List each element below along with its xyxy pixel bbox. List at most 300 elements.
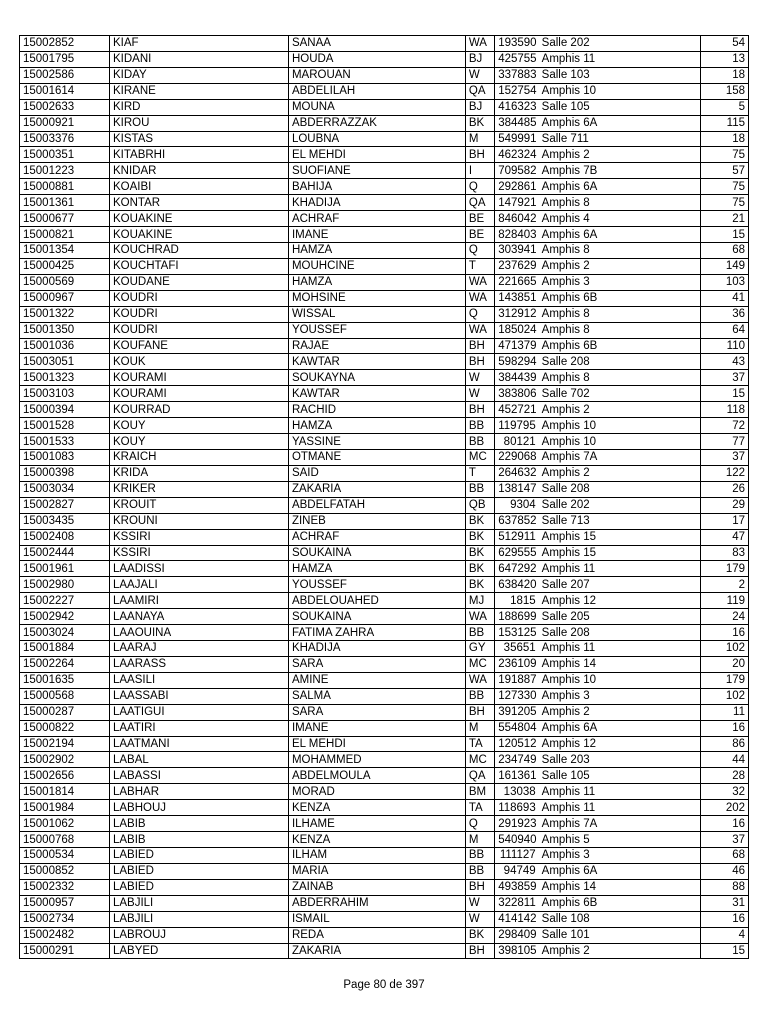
last-name-cell: LABIB bbox=[109, 816, 288, 832]
table-row bbox=[20, 911, 749, 927]
room-cell: Amphis 14 bbox=[539, 656, 701, 672]
first-name-cell: ABDELILAH bbox=[288, 83, 465, 99]
number-cell: 1815 bbox=[495, 593, 539, 609]
table-row bbox=[20, 784, 749, 800]
last-name-cell: KONTAR bbox=[109, 195, 288, 211]
code-cell: W bbox=[465, 67, 494, 83]
last-name-cell: LAASSABI bbox=[109, 688, 288, 704]
table-row bbox=[20, 131, 749, 147]
room-cell: Salle 203 bbox=[539, 752, 701, 768]
first-name-cell: RACHID bbox=[288, 402, 465, 418]
number-cell: 191887 bbox=[495, 672, 539, 688]
number-cell: 234749 bbox=[495, 752, 539, 768]
first-name-cell: SANAA bbox=[288, 36, 465, 52]
room-cell: Amphis 6A bbox=[539, 720, 701, 736]
code-cell: BE bbox=[465, 227, 494, 243]
seat-cell: 102 bbox=[701, 641, 749, 657]
number-cell: 462324 bbox=[495, 147, 539, 163]
first-name-cell: IMANE bbox=[288, 720, 465, 736]
code-cell: BJ bbox=[465, 99, 494, 115]
last-name-cell: KSSIRI bbox=[109, 545, 288, 561]
code-cell: BK bbox=[465, 927, 494, 943]
number-cell: 416323 bbox=[495, 99, 539, 115]
last-name-cell: KOUDRI bbox=[109, 322, 288, 338]
first-name-cell: IMANE bbox=[288, 227, 465, 243]
first-name-cell: AMINE bbox=[288, 672, 465, 688]
last-name-cell: KIDAY bbox=[109, 67, 288, 83]
number-cell: 312912 bbox=[495, 306, 539, 322]
table-row bbox=[20, 179, 749, 195]
last-name-cell: LABASSI bbox=[109, 768, 288, 784]
number-cell: 221665 bbox=[495, 274, 539, 290]
student-id-cell: 15000394 bbox=[20, 402, 110, 418]
seat-cell: 43 bbox=[701, 354, 749, 370]
table-row bbox=[20, 593, 749, 609]
seat-cell: 115 bbox=[701, 115, 749, 131]
number-cell: 452721 bbox=[495, 402, 539, 418]
seat-cell: 36 bbox=[701, 306, 749, 322]
code-cell: BJ bbox=[465, 51, 494, 67]
room-cell: Amphis 10 bbox=[539, 434, 701, 450]
code-cell: Q bbox=[465, 306, 494, 322]
student-id-cell: 15003024 bbox=[20, 625, 110, 641]
first-name-cell: RAJAE bbox=[288, 338, 465, 354]
first-name-cell: ZAKARIA bbox=[288, 481, 465, 497]
table-row bbox=[20, 529, 749, 545]
last-name-cell: KROUIT bbox=[109, 497, 288, 513]
seat-cell: 44 bbox=[701, 752, 749, 768]
table-row bbox=[20, 641, 749, 657]
code-cell: W bbox=[465, 911, 494, 927]
number-cell: 188699 bbox=[495, 609, 539, 625]
seat-cell: 18 bbox=[701, 131, 749, 147]
last-name-cell: LABJILI bbox=[109, 895, 288, 911]
last-name-cell: LABYED bbox=[109, 943, 288, 959]
seat-cell: 13 bbox=[701, 51, 749, 67]
seat-cell: 68 bbox=[701, 848, 749, 864]
student-id-cell: 15000351 bbox=[20, 147, 110, 163]
seat-cell: 83 bbox=[701, 545, 749, 561]
table-row bbox=[20, 545, 749, 561]
table-row bbox=[20, 274, 749, 290]
student-id-cell: 15002980 bbox=[20, 577, 110, 593]
code-cell: BH bbox=[465, 354, 494, 370]
table-row bbox=[20, 672, 749, 688]
student-id-cell: 15000768 bbox=[20, 832, 110, 848]
number-cell: 152754 bbox=[495, 83, 539, 99]
first-name-cell: MOUNA bbox=[288, 99, 465, 115]
first-name-cell: SAID bbox=[288, 465, 465, 481]
student-id-cell: 15002408 bbox=[20, 529, 110, 545]
last-name-cell: LAARAJ bbox=[109, 641, 288, 657]
number-cell: 391205 bbox=[495, 704, 539, 720]
table-row bbox=[20, 242, 749, 258]
seat-cell: 32 bbox=[701, 784, 749, 800]
table-row bbox=[20, 402, 749, 418]
student-id-cell: 15000821 bbox=[20, 227, 110, 243]
seat-cell: 5 bbox=[701, 99, 749, 115]
seat-cell: 20 bbox=[701, 656, 749, 672]
code-cell: BK bbox=[465, 577, 494, 593]
last-name-cell: KOUDANE bbox=[109, 274, 288, 290]
code-cell: GY bbox=[465, 641, 494, 657]
seat-cell: 75 bbox=[701, 195, 749, 211]
table-row bbox=[20, 736, 749, 752]
student-id-cell: 15002827 bbox=[20, 497, 110, 513]
table-row bbox=[20, 816, 749, 832]
table-row bbox=[20, 895, 749, 911]
table-row bbox=[20, 848, 749, 864]
room-cell: Amphis 11 bbox=[539, 561, 701, 577]
seat-cell: 11 bbox=[701, 704, 749, 720]
first-name-cell: HAMZA bbox=[288, 242, 465, 258]
number-cell: 229068 bbox=[495, 449, 539, 465]
room-cell: Salle 208 bbox=[539, 354, 701, 370]
student-id-cell: 15001814 bbox=[20, 784, 110, 800]
seat-cell: 68 bbox=[701, 242, 749, 258]
student-id-cell: 15000287 bbox=[20, 704, 110, 720]
number-cell: 384485 bbox=[495, 115, 539, 131]
table-row bbox=[20, 354, 749, 370]
code-cell: MC bbox=[465, 449, 494, 465]
first-name-cell: HAMZA bbox=[288, 418, 465, 434]
first-name-cell: ACHRAF bbox=[288, 211, 465, 227]
last-name-cell: LABJILI bbox=[109, 911, 288, 927]
number-cell: 629555 bbox=[495, 545, 539, 561]
last-name-cell: KOUCHTAFI bbox=[109, 258, 288, 274]
first-name-cell: KENZA bbox=[288, 832, 465, 848]
student-id-cell: 15002482 bbox=[20, 927, 110, 943]
student-id-cell: 15002332 bbox=[20, 879, 110, 895]
number-cell: 138147 bbox=[495, 481, 539, 497]
seat-cell: 46 bbox=[701, 863, 749, 879]
code-cell: BB bbox=[465, 418, 494, 434]
seat-cell: 37 bbox=[701, 370, 749, 386]
table-row bbox=[20, 704, 749, 720]
table-row bbox=[20, 386, 749, 402]
room-cell: Amphis 15 bbox=[539, 529, 701, 545]
room-cell: Salle 207 bbox=[539, 577, 701, 593]
table-row bbox=[20, 36, 749, 52]
student-id-cell: 15000677 bbox=[20, 211, 110, 227]
first-name-cell: ILHAME bbox=[288, 816, 465, 832]
first-name-cell: ABDERRAHIM bbox=[288, 895, 465, 911]
last-name-cell: KISTAS bbox=[109, 131, 288, 147]
student-id-cell: 15001961 bbox=[20, 561, 110, 577]
table-row bbox=[20, 720, 749, 736]
table-row bbox=[20, 832, 749, 848]
last-name-cell: KOURAMI bbox=[109, 386, 288, 402]
room-cell: Amphis 10 bbox=[539, 418, 701, 434]
number-cell: 264632 bbox=[495, 465, 539, 481]
room-cell: Amphis 7A bbox=[539, 449, 701, 465]
student-id-cell: 15001795 bbox=[20, 51, 110, 67]
number-cell: 193590 bbox=[495, 36, 539, 52]
room-cell: Amphis 11 bbox=[539, 641, 701, 657]
room-cell: Amphis 6B bbox=[539, 338, 701, 354]
table-body bbox=[20, 36, 749, 959]
table-row bbox=[20, 306, 749, 322]
student-id-cell: 15002194 bbox=[20, 736, 110, 752]
first-name-cell: OTMANE bbox=[288, 449, 465, 465]
table-row bbox=[20, 115, 749, 131]
first-name-cell: WISSAL bbox=[288, 306, 465, 322]
table-row bbox=[20, 195, 749, 211]
code-cell: BH bbox=[465, 704, 494, 720]
student-id-cell: 15000425 bbox=[20, 258, 110, 274]
first-name-cell: SARA bbox=[288, 704, 465, 720]
seat-cell: 16 bbox=[701, 816, 749, 832]
first-name-cell: BAHIJA bbox=[288, 179, 465, 195]
room-cell: Amphis 6A bbox=[539, 227, 701, 243]
number-cell: 185024 bbox=[495, 322, 539, 338]
table-row bbox=[20, 258, 749, 274]
number-cell: 398105 bbox=[495, 943, 539, 959]
number-cell: 414142 bbox=[495, 911, 539, 927]
code-cell: T bbox=[465, 258, 494, 274]
seat-cell: 54 bbox=[701, 36, 749, 52]
student-id-cell: 15001528 bbox=[20, 418, 110, 434]
first-name-cell: KAWTAR bbox=[288, 354, 465, 370]
last-name-cell: LABIB bbox=[109, 832, 288, 848]
first-name-cell: ABDELFATAH bbox=[288, 497, 465, 513]
first-name-cell: ZAKARIA bbox=[288, 943, 465, 959]
room-cell: Amphis 8 bbox=[539, 322, 701, 338]
last-name-cell: KOUK bbox=[109, 354, 288, 370]
last-name-cell: LAATMANI bbox=[109, 736, 288, 752]
seat-cell: 103 bbox=[701, 274, 749, 290]
first-name-cell: KHADIJA bbox=[288, 641, 465, 657]
code-cell: W bbox=[465, 370, 494, 386]
number-cell: 322811 bbox=[495, 895, 539, 911]
code-cell: BK bbox=[465, 529, 494, 545]
last-name-cell: KRIKER bbox=[109, 481, 288, 497]
number-cell: 471379 bbox=[495, 338, 539, 354]
last-name-cell: KOUFANE bbox=[109, 338, 288, 354]
student-id-cell: 15002444 bbox=[20, 545, 110, 561]
number-cell: 846042 bbox=[495, 211, 539, 227]
first-name-cell: SOUKAYNA bbox=[288, 370, 465, 386]
first-name-cell: KHADIJA bbox=[288, 195, 465, 211]
number-cell: 120512 bbox=[495, 736, 539, 752]
student-id-cell: 15001350 bbox=[20, 322, 110, 338]
number-cell: 828403 bbox=[495, 227, 539, 243]
room-cell: Amphis 3 bbox=[539, 274, 701, 290]
seat-cell: 75 bbox=[701, 147, 749, 163]
first-name-cell: SALMA bbox=[288, 688, 465, 704]
last-name-cell: LABHOUJ bbox=[109, 800, 288, 816]
first-name-cell: SUOFIANE bbox=[288, 163, 465, 179]
last-name-cell: KOUY bbox=[109, 434, 288, 450]
seat-cell: 37 bbox=[701, 832, 749, 848]
last-name-cell: LAATIRI bbox=[109, 720, 288, 736]
number-cell: 647292 bbox=[495, 561, 539, 577]
table-row bbox=[20, 609, 749, 625]
number-cell: 80121 bbox=[495, 434, 539, 450]
seat-cell: 119 bbox=[701, 593, 749, 609]
seat-cell: 75 bbox=[701, 179, 749, 195]
student-id-cell: 15001533 bbox=[20, 434, 110, 450]
student-id-cell: 15002264 bbox=[20, 656, 110, 672]
room-cell: Salle 205 bbox=[539, 609, 701, 625]
student-id-cell: 15003103 bbox=[20, 386, 110, 402]
first-name-cell: ACHRAF bbox=[288, 529, 465, 545]
code-cell: BH bbox=[465, 402, 494, 418]
student-id-cell: 15000569 bbox=[20, 274, 110, 290]
seat-cell: 86 bbox=[701, 736, 749, 752]
student-id-cell: 15002852 bbox=[20, 36, 110, 52]
seat-cell: 29 bbox=[701, 497, 749, 513]
seat-cell: 149 bbox=[701, 258, 749, 274]
table-row bbox=[20, 67, 749, 83]
first-name-cell: YOUSSEF bbox=[288, 322, 465, 338]
code-cell: WA bbox=[465, 672, 494, 688]
student-id-cell: 15001984 bbox=[20, 800, 110, 816]
student-id-cell: 15003051 bbox=[20, 354, 110, 370]
number-cell: 236109 bbox=[495, 656, 539, 672]
seat-cell: 47 bbox=[701, 529, 749, 545]
seat-cell: 26 bbox=[701, 481, 749, 497]
number-cell: 147921 bbox=[495, 195, 539, 211]
last-name-cell: LABAL bbox=[109, 752, 288, 768]
number-cell: 303941 bbox=[495, 242, 539, 258]
code-cell: M bbox=[465, 832, 494, 848]
first-name-cell: ZAINAB bbox=[288, 879, 465, 895]
number-cell: 637852 bbox=[495, 513, 539, 529]
room-cell: Salle 105 bbox=[539, 768, 701, 784]
seat-cell: 88 bbox=[701, 879, 749, 895]
student-id-cell: 15001223 bbox=[20, 163, 110, 179]
seat-cell: 18 bbox=[701, 67, 749, 83]
table-row bbox=[20, 83, 749, 99]
table-row bbox=[20, 99, 749, 115]
last-name-cell: LAANAYA bbox=[109, 609, 288, 625]
last-name-cell: LABHAR bbox=[109, 784, 288, 800]
room-cell: Amphis 11 bbox=[539, 800, 701, 816]
number-cell: 512911 bbox=[495, 529, 539, 545]
room-cell: Salle 105 bbox=[539, 99, 701, 115]
room-cell: Amphis 12 bbox=[539, 593, 701, 609]
code-cell: BB bbox=[465, 688, 494, 704]
seat-cell: 118 bbox=[701, 402, 749, 418]
room-cell: Amphis 6B bbox=[539, 290, 701, 306]
number-cell: 493859 bbox=[495, 879, 539, 895]
table-row bbox=[20, 290, 749, 306]
first-name-cell: KAWTAR bbox=[288, 386, 465, 402]
student-id-cell: 15003435 bbox=[20, 513, 110, 529]
first-name-cell: MORAD bbox=[288, 784, 465, 800]
room-cell: Salle 202 bbox=[539, 36, 701, 52]
code-cell: BH bbox=[465, 338, 494, 354]
seat-cell: 102 bbox=[701, 688, 749, 704]
first-name-cell: ILHAM bbox=[288, 848, 465, 864]
table-row bbox=[20, 800, 749, 816]
room-cell: Amphis 15 bbox=[539, 545, 701, 561]
number-cell: 237629 bbox=[495, 258, 539, 274]
table-row bbox=[20, 227, 749, 243]
table-row bbox=[20, 481, 749, 497]
seat-cell: 57 bbox=[701, 163, 749, 179]
table-row bbox=[20, 863, 749, 879]
code-cell: WA bbox=[465, 290, 494, 306]
last-name-cell: LAAJALI bbox=[109, 577, 288, 593]
room-cell: Amphis 8 bbox=[539, 195, 701, 211]
room-cell: Salle 101 bbox=[539, 927, 701, 943]
student-id-cell: 15002633 bbox=[20, 99, 110, 115]
first-name-cell: ABDELOUAHED bbox=[288, 593, 465, 609]
first-name-cell: EL MEHDI bbox=[288, 147, 465, 163]
student-id-cell: 15001036 bbox=[20, 338, 110, 354]
number-cell: 384439 bbox=[495, 370, 539, 386]
number-cell: 153125 bbox=[495, 625, 539, 641]
code-cell: QA bbox=[465, 195, 494, 211]
student-id-cell: 15000398 bbox=[20, 465, 110, 481]
seat-cell: 77 bbox=[701, 434, 749, 450]
seat-cell: 17 bbox=[701, 513, 749, 529]
number-cell: 127330 bbox=[495, 688, 539, 704]
seat-cell: 16 bbox=[701, 625, 749, 641]
room-cell: Amphis 4 bbox=[539, 211, 701, 227]
code-cell: W bbox=[465, 386, 494, 402]
first-name-cell: HAMZA bbox=[288, 274, 465, 290]
last-name-cell: LAADISSI bbox=[109, 561, 288, 577]
seat-cell: 15 bbox=[701, 386, 749, 402]
student-id-cell: 15000568 bbox=[20, 688, 110, 704]
table-row bbox=[20, 418, 749, 434]
seat-cell: 37 bbox=[701, 449, 749, 465]
seat-cell: 202 bbox=[701, 800, 749, 816]
code-cell: TA bbox=[465, 736, 494, 752]
number-cell: 554804 bbox=[495, 720, 539, 736]
last-name-cell: LABIED bbox=[109, 848, 288, 864]
seat-cell: 110 bbox=[701, 338, 749, 354]
student-id-cell: 15001635 bbox=[20, 672, 110, 688]
student-id-cell: 15003034 bbox=[20, 481, 110, 497]
student-id-cell: 15001062 bbox=[20, 816, 110, 832]
last-name-cell: KRIDA bbox=[109, 465, 288, 481]
last-name-cell: KRAICH bbox=[109, 449, 288, 465]
table-row bbox=[20, 561, 749, 577]
code-cell: BE bbox=[465, 211, 494, 227]
seat-cell: 21 bbox=[701, 211, 749, 227]
room-cell: Amphis 10 bbox=[539, 83, 701, 99]
room-cell: Amphis 8 bbox=[539, 242, 701, 258]
student-id-cell: 15000852 bbox=[20, 863, 110, 879]
seat-cell: 28 bbox=[701, 768, 749, 784]
table-row bbox=[20, 163, 749, 179]
room-cell: Amphis 10 bbox=[539, 672, 701, 688]
room-cell: Amphis 14 bbox=[539, 879, 701, 895]
room-cell: Salle 208 bbox=[539, 625, 701, 641]
room-cell: Amphis 11 bbox=[539, 784, 701, 800]
first-name-cell: HAMZA bbox=[288, 561, 465, 577]
first-name-cell: EL MEHDI bbox=[288, 736, 465, 752]
first-name-cell: SOUKAINA bbox=[288, 609, 465, 625]
number-cell: 383806 bbox=[495, 386, 539, 402]
code-cell: BH bbox=[465, 943, 494, 959]
last-name-cell: LAARASS bbox=[109, 656, 288, 672]
first-name-cell: MOUHCINE bbox=[288, 258, 465, 274]
last-name-cell: KIROU bbox=[109, 115, 288, 131]
code-cell: WA bbox=[465, 36, 494, 52]
code-cell: BK bbox=[465, 115, 494, 131]
room-cell: Amphis 12 bbox=[539, 736, 701, 752]
room-cell: Amphis 2 bbox=[539, 147, 701, 163]
code-cell: BH bbox=[465, 879, 494, 895]
seat-cell: 179 bbox=[701, 561, 749, 577]
last-name-cell: KOUCHRAD bbox=[109, 242, 288, 258]
code-cell: Q bbox=[465, 816, 494, 832]
